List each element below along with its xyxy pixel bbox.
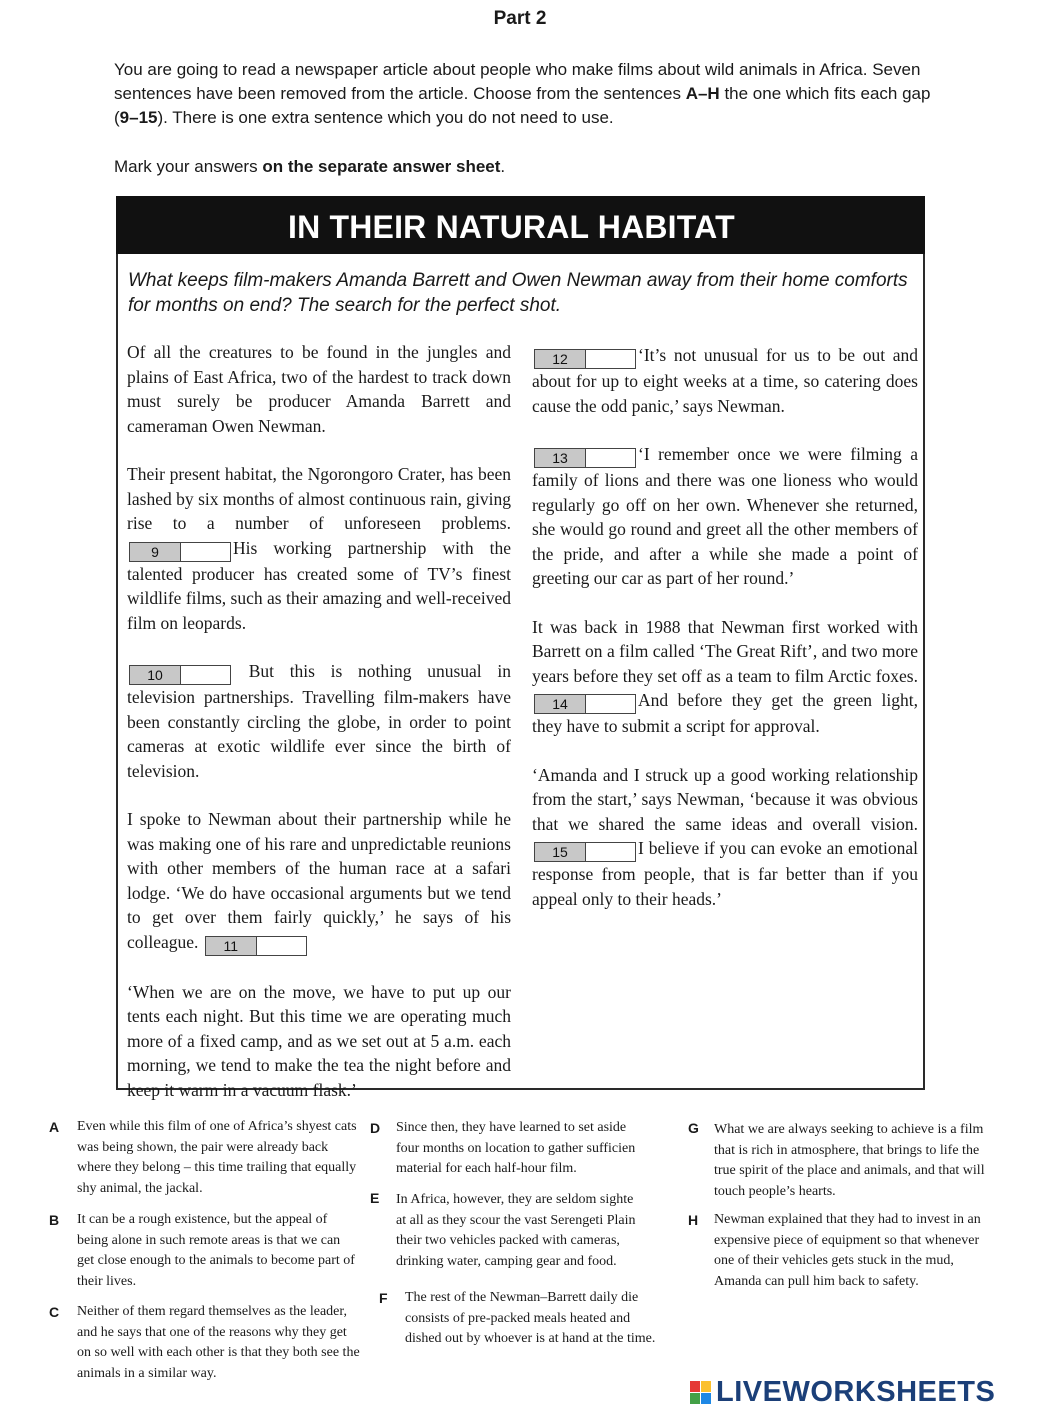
option-f-line: dished out by whoever is at hand at the time.: [405, 1331, 656, 1346]
logo-square-blue: [701, 1393, 711, 1404]
gap-12-number: 12: [535, 350, 586, 368]
option-e-line: drinking water, camping gear and food.: [396, 1253, 617, 1269]
gap-10-number: 10: [130, 666, 181, 684]
gap-11-box[interactable]: [205, 936, 307, 956]
mark-answers-line: [114, 155, 944, 179]
paragraph-4-text: I spoke to Newman about their partnership while he was making one of his rare and unpredictable reunions with other members of the human race at a safari lodge. ‘We do have occasional arguments but we tend to get over them fairly quickly,’ he says of his colleague.: [127, 809, 511, 952]
option-h: [688, 1210, 996, 1292]
option-f-line: The rest of the Newman–Barrett daily die: [405, 1290, 639, 1305]
option-f: [379, 1288, 705, 1350]
option-d: [370, 1118, 678, 1180]
gap-15-number: 15: [535, 843, 586, 861]
option-b: [49, 1210, 360, 1292]
option-b-letter: B: [49, 1212, 60, 1228]
option-c: [49, 1302, 360, 1384]
gap-14-box[interactable]: [534, 694, 636, 714]
instructions: [114, 58, 944, 130]
option-a-letter: A: [49, 1119, 60, 1135]
paragraph-6-text: ‘It’s not unusual for us to be out and about for up to eight weeks at a time, so catering does cause the odd panic,’ says Newman.: [532, 345, 918, 416]
paragraph-8-text-after: And before they get the green light, they have to submit a script for approval.: [532, 690, 918, 736]
paragraph-4: [127, 807, 511, 956]
mark-bold: on the separate answer sheet: [262, 157, 501, 176]
article-column-left: [127, 340, 511, 1126]
liveworksheets-logo: [690, 1376, 995, 1409]
paragraph-2-text-after: His working partnership with the talented producer has created some of TV’s finest wildlife films, such as their amazing and well-received film on leopards.: [127, 537, 511, 633]
gap-9-box[interactable]: [129, 542, 231, 562]
paragraph-2-text: Their present habitat, the Ngorongoro Crater, has been lashed by six months of almost continuous rain, giving rise to a number of unforeseen problems.: [127, 464, 511, 533]
option-b-text: It can be a rough existence, but the appeal of being alone in such remote areas is that we can get close enough to the animals to become part of their lives.: [77, 1212, 355, 1289]
paragraph-9-text-after: I believe if you can evoke an emotional response from people, that is far better than if you appeal only to their heads.’: [532, 838, 918, 909]
option-d-letter: D: [370, 1120, 381, 1136]
logo-square-red: [690, 1381, 700, 1392]
gap-10-box[interactable]: [129, 665, 231, 685]
article-column-right: [532, 343, 918, 935]
paragraph-9: [532, 763, 918, 912]
logo-square-yellow: [701, 1381, 711, 1392]
paragraph-6: [532, 343, 918, 418]
logo-square-green: [690, 1393, 700, 1404]
paragraph-1: Of all the creatures to be found in the jungles and plains of East Africa, two of the hardest to track down must surely be producer Amanda Barrett and cameraman Owen Newman.: [127, 342, 511, 436]
paragraph-8: [532, 615, 918, 739]
option-e-line: at all as they scour the vast Serengeti Plain: [396, 1212, 636, 1228]
option-d-line: material for each half-hour film.: [396, 1161, 577, 1176]
mark-prefix: Mark your answers: [114, 157, 263, 176]
instructions-text-3: ). There is one extra sentence which you do not need to use.: [157, 108, 614, 127]
gap-15-box[interactable]: [534, 842, 636, 862]
option-c-letter: C: [49, 1304, 60, 1320]
gap-11-number: 11: [206, 937, 257, 955]
option-h-letter: H: [688, 1212, 699, 1228]
instructions-range: A–H: [685, 84, 720, 103]
instructions-text-2: the one which fits each gap (: [114, 84, 931, 127]
paragraph-2: [127, 462, 511, 635]
option-c-text: Neither of them regard themselves as the leader, and he says that one of the reasons why they get on so well with each other is that they both see the animals in a similar way.: [77, 1304, 360, 1381]
gap-9-number: 9: [130, 543, 181, 561]
paragraph-3: [127, 659, 511, 783]
paragraph-7: [532, 442, 918, 591]
gap-13-box[interactable]: [534, 448, 636, 468]
instructions-text: You are going to read a newspaper article about people who make films about wild animals in Africa. Seven sentences have been removed from the article. Choose from the sentences: [114, 60, 921, 103]
liveworksheets-logo-text: LIVEWORKSHEETS: [716, 1376, 996, 1408]
option-f-line: consists of pre-packed meals heated and: [405, 1310, 631, 1326]
article-title: IN THEIR NATURAL HABITAT: [116, 196, 925, 254]
option-e-letter: E: [370, 1190, 380, 1206]
part-title: Part 2: [493, 8, 547, 29]
gap-14-number: 14: [535, 695, 586, 713]
paragraph-3-text: But this is nothing unusual in television partnerships. Travelling film-makers have been constantly circling the globe, in order to point cameras at exotic wildlife ever since the birth of television.: [127, 661, 511, 781]
option-g-text: What we are always seeking to achieve is a film that is rich in atmosphere, that brings to life the true spirit of the place and animals, and that will touch people’s hearts.: [714, 1122, 985, 1199]
option-g: [688, 1120, 996, 1202]
option-a: [49, 1117, 360, 1199]
option-a-text: Even while this film of one of Africa’s shyest cats was being shown, the pair were already back where they belong – this time trailing that equally shy animal, the jackal.: [77, 1119, 357, 1196]
liveworksheets-logo-icon: [690, 1381, 712, 1405]
option-h-text: Newman explained that they had to invest in an expensive piece of equipment so that whenever one of their vehicles gets stuck in the mud, Amanda can pull him back to safety.: [714, 1212, 981, 1289]
gap-12-box[interactable]: [534, 349, 636, 369]
option-d-line: four months on location to gather sufficien: [396, 1140, 636, 1156]
option-e-line: In Africa, however, they are seldom sighte: [396, 1192, 634, 1207]
gap-13-number: 13: [535, 449, 586, 467]
option-d-line: Since then, they have learned to set aside: [396, 1120, 627, 1135]
paragraph-9-text: ‘Amanda and I struck up a good working relationship from the start,’ says Newman, ‘because it was obvious that we shared the same ideas and overall vision.: [532, 764, 918, 834]
option-f-letter: F: [379, 1290, 388, 1306]
article-standfirst: What keeps film-makers Amanda Barrett and Owen Newman away from their home comforts for months on end? The search for the perfect shot.: [128, 270, 908, 316]
paragraph-5: ‘When we are on the move, we have to put up our tents each night. But this time we are operating much more of a fixed camp, and as we set out at 5 a.m. each morning, we tend to make the tea the night before and keep it warm in a vacuum flask.’: [127, 981, 511, 1100]
option-e: [370, 1190, 678, 1272]
paragraph-8-text: It was back in 1988 that Newman first worked with Barrett on a film called ‘The Great Rift’, and two more years before they set off as a team to film Arctic foxes.: [532, 616, 918, 686]
mark-suffix: .: [500, 157, 506, 176]
option-e-line: their two vehicles packed with cameras,: [396, 1233, 620, 1248]
paragraph-7-text: ‘I remember once we were filming a family of lions and there was one lioness who would regularly go off on her own. Whenever she returned, she would go round and greet all the other members of the pride, and after a while she made a point of greeting our car as part of her round.’: [532, 444, 918, 588]
option-g-letter: G: [688, 1120, 699, 1136]
instructions-gap-range: 9–15: [119, 108, 158, 127]
